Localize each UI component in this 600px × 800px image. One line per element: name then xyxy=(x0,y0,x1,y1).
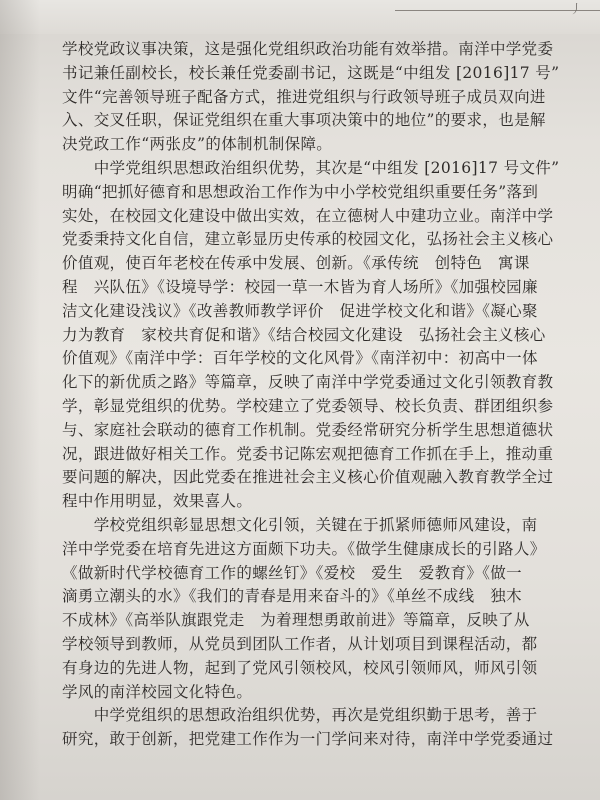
paragraph-3 xyxy=(62,514,584,704)
text-line: 与、家庭社会联动的德育工作机制。党委经常研究分析学生思想道德状 xyxy=(62,420,554,439)
text-line: 中学党组织思想政治组织优势，其次是“中组发 [2016]17 号文件” xyxy=(62,158,560,177)
paragraph-4 xyxy=(62,704,584,752)
running-header-mark: 丿 xyxy=(569,2,582,16)
text-line: 书记兼任副校长，校长兼任党委副书记，这既是“中组发 [2016]17 号” xyxy=(62,63,560,82)
paragraph-2 xyxy=(62,157,584,514)
text-line: 学校党组织彰显思想文化引领，关键在于抓紧师德师风建设，南 xyxy=(62,515,538,534)
text-line: 研究，敢于创新，把党建工作作为一门学问来对待，南洋中学党委通过 xyxy=(62,730,554,749)
text-line: 中学党组织的思想政治组织优势，再次是党组织勤于思考，善于 xyxy=(62,706,538,725)
text-line: 价值观》《南洋中学：百年学校的文化风骨》《南洋初中：初高中一体 xyxy=(62,349,538,368)
text-line: 学校领导到教师，从党员到团队工作者，从计划项目到课程活动，都 xyxy=(62,634,538,653)
text-line: 入、交叉任职，保证党组织在重大事项决策中的地位”的要求，也是解 xyxy=(62,111,546,130)
text-line: 力为教育 家校共育促和谐》《结合校园文化建设 弘扬社会主义核心 xyxy=(62,325,546,344)
text-line: 文件“完善领导班子配备方式，推进党组织与行政领导班子成员双向进 xyxy=(62,87,546,106)
text-line: 决党政工作“两张皮”的体制机制保障。 xyxy=(62,135,333,154)
text-line: 学，彰显党组织的优势。学校建立了党委领导、校长负责、群团组织参 xyxy=(62,396,554,415)
text-line: 况，跟进做好相关工作。党委书记陈宏观把德育工作抓在手上，推动重 xyxy=(62,444,554,463)
page-shadow xyxy=(0,0,40,800)
text-line: 程中作用明显，效果喜人。 xyxy=(62,492,253,511)
text-line: 有身边的先进人物，起到了党风引领校风，校风引领师风，师风引领 xyxy=(62,658,538,677)
text-line: 学风的南洋校园文化特色。 xyxy=(62,682,253,701)
paragraph-1 xyxy=(62,38,584,157)
body-text xyxy=(62,38,584,752)
text-line: 价值观，使百年老校在传承中发展、创新。《承传统 创特色 寓课 xyxy=(62,254,530,273)
text-line: 党委秉持文化自信，建立彰显历史传承的校园文化，弘扬社会主义核心 xyxy=(62,230,554,249)
text-line: 要问题的解决，因此党委在推进社会主义核心价值观融入教育教学全过 xyxy=(62,468,554,487)
text-line: 化下的新优质之路》等篇章，反映了南洋中学党委通过文化引领教育教 xyxy=(62,373,554,392)
text-line: 洁文化建设浅议》《改善教师教学评价 促进学校文化和谐》《凝心聚 xyxy=(62,301,538,320)
text-line: 学校党政议事决策，这是强化党组织政治功能有效举措。南洋中学党委 xyxy=(62,40,554,58)
text-line: 明确“把抓好德育和思想政治工作作为中小学校党组织重要任务”落到 xyxy=(62,182,539,201)
text-line: 《做新时代学校德育工作的螺丝钉》《爱校 爱生 爱教育》《做一 xyxy=(62,563,523,582)
text-line: 洋中学党委在培育先进这方面颇下功夫。《做学生健康成长的引路人》 xyxy=(62,539,546,558)
text-line: 不成林》《高举队旗跟党走 为着理想勇敢前进》等篇章，反映了从 xyxy=(62,611,530,630)
text-line: 程 兴队伍》《设境导学：校园一草一木皆为育人场所》《加强校园廉 xyxy=(62,277,538,296)
text-line: 实处，在校园文化建设中做出实效，在立德树人中建功立业。南洋中学 xyxy=(62,206,554,225)
text-line: 滴勇立潮头的水》《我们的青春是用来奋斗的》《单丝不成线 独木 xyxy=(62,587,523,606)
